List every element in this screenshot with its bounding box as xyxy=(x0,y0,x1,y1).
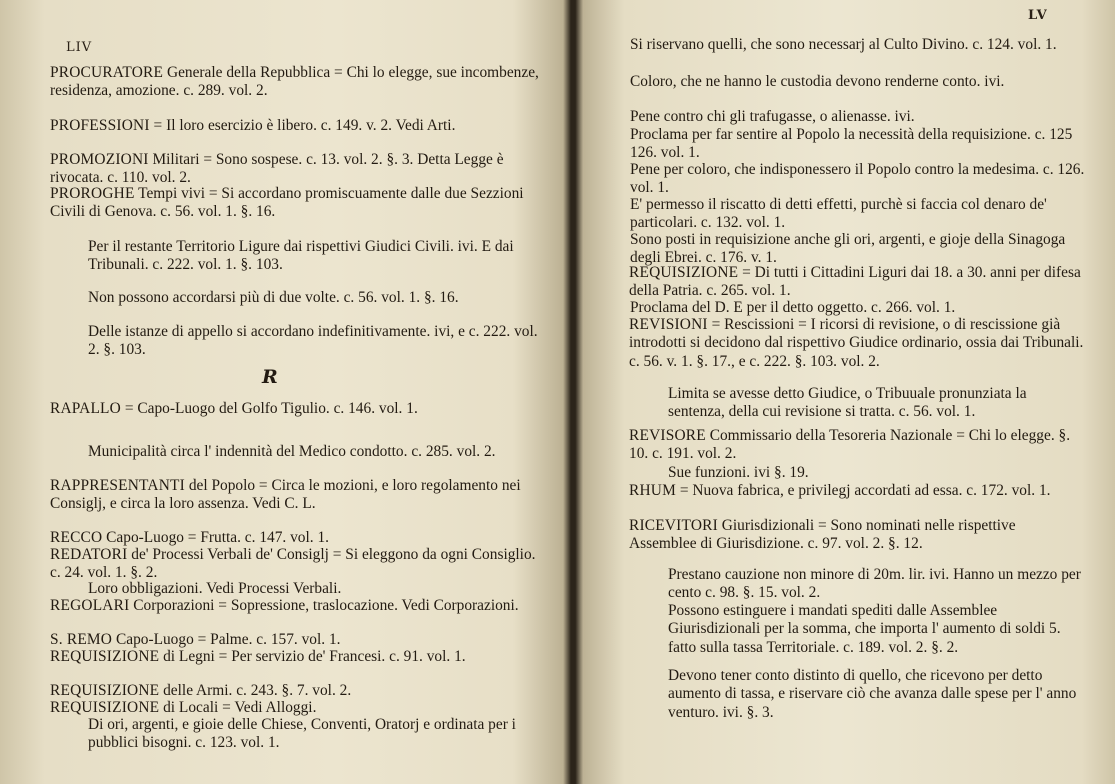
entry-text: del Popolo = Circa le mozioni, e loro regolamento nei Consiglj, e circa la loro assenza. Vedi C. L. xyxy=(50,477,521,513)
index-entry xyxy=(630,36,1085,54)
section-letter: R xyxy=(262,366,278,388)
entry-text: = Il loro esercizio è libero. c. 149. v. 2. Vedi Arti. xyxy=(149,117,456,134)
index-entry xyxy=(629,316,1085,371)
index-entry xyxy=(668,667,1085,722)
index-entry xyxy=(50,716,550,753)
entry-text: Giurisdizionali = Sono nominati nelle rispettive Assemblee di Giurisdizione. c. 97. vol. 2. §. 12. xyxy=(629,517,1016,553)
entry-text: de' Processi Verbali de' Consiglj = Si eleggono da ogni Consiglio. c. 24. vol. 1. §. 2. xyxy=(50,546,536,582)
index-entry xyxy=(668,566,1085,603)
index-entry xyxy=(630,126,1085,163)
entry-text: delle Armi. c. 243. §. 7. vol. 2. xyxy=(159,682,352,699)
index-entry xyxy=(629,482,1085,500)
entry-head: REQUISIZIONE xyxy=(629,264,739,281)
index-entry xyxy=(629,264,1085,301)
entry-head: PROFESSIONI xyxy=(50,117,150,134)
index-entry xyxy=(50,529,550,547)
entry-text: Loro obbligazioni. Vedi Processi Verbali. xyxy=(88,580,342,597)
index-entry xyxy=(50,117,550,135)
entry-text: Pene per coloro, che indisponessero il Popolo contro la medesima. c. 126. vol. 1. xyxy=(630,161,1085,197)
entry-text: Generale della Repubblica = Chi lo elegge, sue incombenze, residenza, amozione. c. 289. vol. 2. xyxy=(50,64,539,100)
entry-head: RHUM xyxy=(629,482,676,499)
entry-text: Possono estinguere i mandati spediti dalle Assemblee Giurisdizionali per la somma, che importa l' aumento di soldi 5. fatto sulla tassa Territoriale. c. 189. vol. 2. §. 2. xyxy=(668,602,1061,656)
index-entry xyxy=(50,699,550,717)
index-entry xyxy=(50,323,550,360)
right-folio: LV xyxy=(1028,8,1048,23)
index-entry xyxy=(50,682,550,700)
entry-text: Devono tener conto distinto di quello, che ricevono per detto aumento di tassa, e riservare ciò che avanza dalle spese per l' anno venturo. ivi. §. 3. xyxy=(668,667,1077,721)
index-entry xyxy=(50,443,550,461)
entry-text: Commissario della Tesoreria Nazionale = Chi lo elegge. §. 10. c. 191. vol. 2. xyxy=(629,427,1071,463)
entry-text: = Rescissioni = I ricorsi di revisione, o di rescissione già introdotti si decidono dal rispettivo Giudice ordinario, ossia dai Tribunali. c. 56. v. 1. §. 17., e c. 222. §. 103. vol. 2. xyxy=(629,316,1084,370)
entry-text: Non possono accordarsi più di due volte. c. 56. vol. 1. §. 16. xyxy=(88,289,459,306)
entry-text: Tempi vivi = Si accordano promiscuamente dalle due Sezzioni Civili di Genova. c. 56. vol. 1. §. 16. xyxy=(50,185,524,221)
index-entry xyxy=(668,602,1085,657)
index-entry xyxy=(630,108,1085,126)
entry-head: REQUISIZIONE xyxy=(50,682,160,699)
entry-text: Capo-Luogo = Palme. c. 157. vol. 1. xyxy=(112,631,341,648)
entry-text: Sue funzioni. ivi §. 19. xyxy=(668,464,809,481)
index-entry xyxy=(50,289,550,307)
entry-head: REQUISIZIONE xyxy=(50,648,160,665)
entry-text: di Legni = Per servizio de' Francesi. c. 91. vol. 1. xyxy=(159,648,466,665)
entry-text: Prestano cauzione non minore di 20m. lir. ivi. Hanno un mezzo per cento c. 98. §. 15. vol. 2. xyxy=(668,566,1081,602)
entry-text: Limita se avesse detto Giudice, o Tribuuale pronunziata la sentenza, della cui revisione si tratta. c. 56. vol. 1. xyxy=(668,385,1027,421)
entry-text: Si riservano quelli, che sono necessarj al Culto Divino. c. 124. vol. 1. xyxy=(630,36,1057,53)
entry-head: REVISIONI xyxy=(629,316,708,333)
entry-head: RAPPRESENTANTI xyxy=(50,477,185,494)
index-entry xyxy=(50,546,550,583)
entry-text: Per il restante Territorio Ligure dai rispettivi Giudici Civili. ivi. E dai Tribunali. c. 222. vol. 1. §. 103. xyxy=(88,238,514,274)
entry-head: RAPALLO xyxy=(50,400,121,417)
index-entry xyxy=(630,231,1085,268)
entry-text: Sono posti in requisizione anche gli ori, argenti, e gioje della Sinagoga degli Ebrei. c. 176. v. 1. xyxy=(630,231,1066,267)
index-entry xyxy=(630,161,1085,198)
index-entry xyxy=(50,400,550,418)
index-entry xyxy=(50,580,550,598)
entry-text: E' permesso il riscatto di detti effetti, purchè si faccia col denaro de' particolari. c. 132. vol. 1. xyxy=(630,196,1047,232)
index-entry xyxy=(668,385,1085,422)
entry-head: REVISORE xyxy=(629,427,706,444)
entry-text: Delle istanze di appello si accordano indefinitivamente. ivi, e c. 222. vol. 2. §. 103. xyxy=(88,323,538,359)
index-entry xyxy=(50,185,550,222)
index-entry xyxy=(50,238,550,275)
entry-text: Militari = Sono sospese. c. 13. vol. 2. §. 3. Detta Legge è rivocata. c. 110. vol. 2. xyxy=(50,151,504,187)
entry-head: PROCURATORE xyxy=(50,64,164,81)
entry-text: Pene contro chi gli trafugasse, o alienasse. ivi. xyxy=(630,108,915,125)
index-entry xyxy=(50,477,550,514)
entry-text: Municipalità circa l' indennità del Medico condotto. c. 285. vol. 2. xyxy=(88,443,496,460)
index-entry xyxy=(630,196,1085,233)
entry-text: Proclama per far sentire al Popolo la necessità della requisizione. c. 125 126. vol. 1. xyxy=(630,126,1073,162)
entry-head: PROMOZIONI xyxy=(50,151,149,168)
entry-head: RICEVITORI xyxy=(629,517,718,534)
index-entry xyxy=(50,648,550,666)
entry-text: Capo-Luogo = Frutta. c. 147. vol. 1. xyxy=(102,529,330,546)
left-folio: LIV xyxy=(66,40,93,55)
entry-text: Proclama del D. E per il detto oggetto. c. 266. vol. 1. xyxy=(630,299,956,316)
entry-text: Di ori, argenti, e gioie delle Chiese, Conventi, Oratorj e ordinata per i pubblici bisogni. c. 123. vol. 1. xyxy=(88,716,516,752)
index-entry xyxy=(50,597,550,615)
index-entry xyxy=(629,427,1085,464)
index-entry xyxy=(630,73,1085,91)
entry-head: REQUISIZIONE xyxy=(50,699,160,716)
index-entry xyxy=(50,151,550,188)
entry-text: Coloro, che ne hanno le custodia devono renderne conto. ivi. xyxy=(630,73,1005,90)
index-entry xyxy=(50,64,550,101)
index-entry xyxy=(630,299,1085,317)
entry-text: Corporazioni = Sopressione, traslocazione. Vedi Corporazioni. xyxy=(129,597,519,614)
index-entry xyxy=(629,517,1085,554)
entry-text: = Nuova fabrica, e privilegj accordati ad essa. c. 172. vol. 1. xyxy=(675,482,1051,499)
entry-text: = Di tutti i Cittadini Liguri dai 18. a 30. anni per difesa della Patria. c. 265. vol. 1. xyxy=(629,264,1081,300)
entry-text: di Locali = Vedi Alloggi. xyxy=(159,699,317,716)
entry-head: REGOLARI xyxy=(50,597,130,614)
index-entry xyxy=(50,631,550,649)
entry-head: RECCO xyxy=(50,529,103,546)
entry-head: S. REMO xyxy=(50,631,113,648)
index-entry xyxy=(668,464,1085,482)
entry-head: REDATORI xyxy=(50,546,128,563)
entry-text: = Capo-Luogo del Golfo Tigulio. c. 146. vol. 1. xyxy=(120,400,418,417)
entry-head: PROROGHE xyxy=(50,185,135,202)
